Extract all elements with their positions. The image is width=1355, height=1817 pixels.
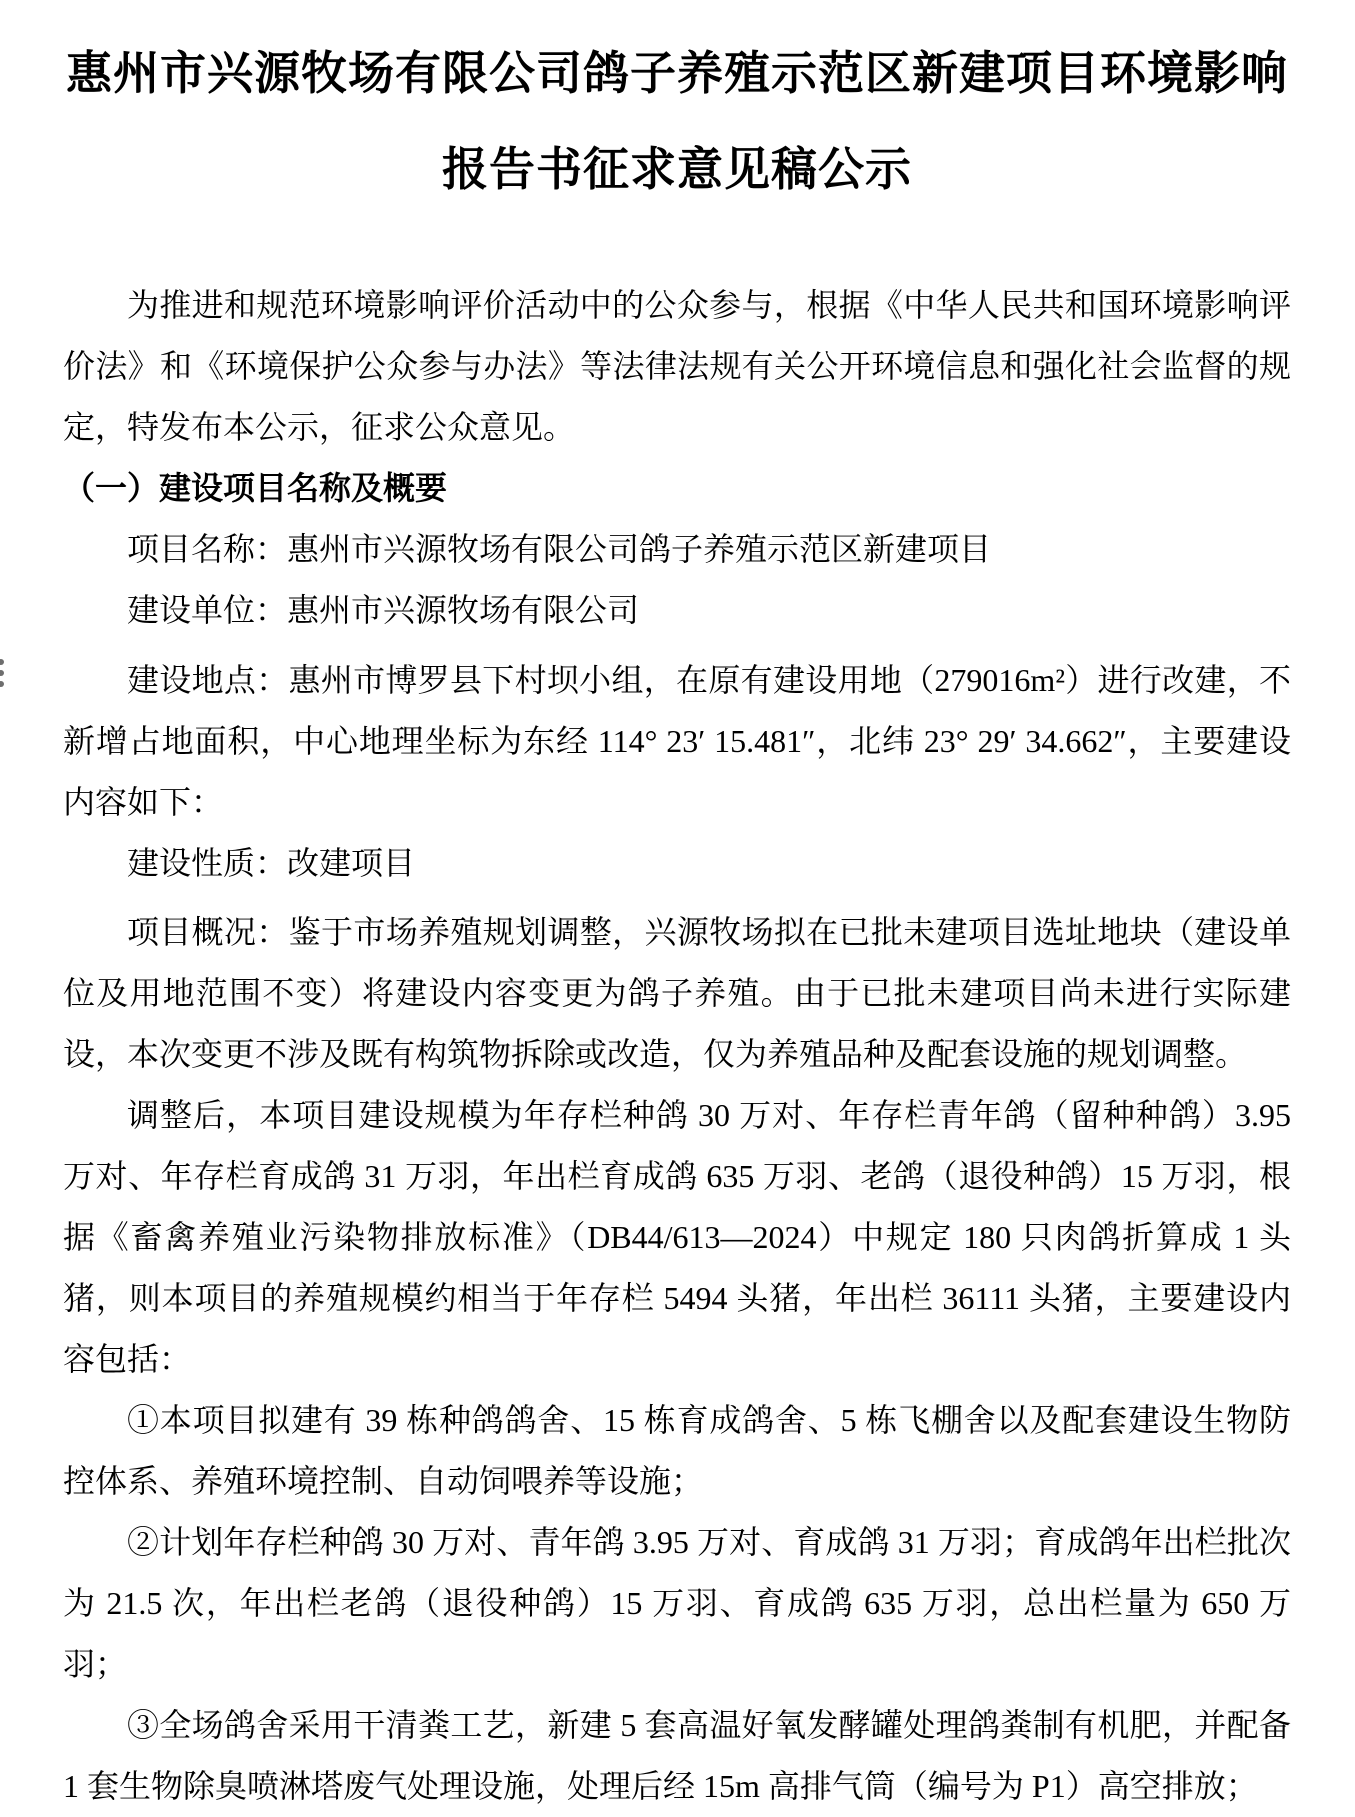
document-title — [63, 25, 1291, 217]
paragraph-construction-nature: 建设性质：改建项目 — [127, 845, 416, 881]
paragraph-project-name: 项目名称：惠州市兴源牧场有限公司鸽子养殖示范区新建项目 — [127, 531, 992, 567]
intro-paragraph: 为推进和规范环境影响评价活动中的公众参与，根据《中华人民共和国环境影响评价法》和《环境保护公众参与办法》等法律法规有关公开环境信息和强化社会监督的规定，特发布本公示，征求公众意见。 — [63, 287, 1291, 445]
document-title-line-2: 报告书征求意见稿公示 — [442, 143, 912, 195]
handle-dot-icon — [0, 670, 4, 676]
paragraph-item-3: ③全场鸽舍采用干清粪工艺，新建 5 套高温好氧发酵罐处理鸽粪制有机肥，并配备 1 套生物除臭喷淋塔废气处理设施，处理后经 15m 高排气筒（编号为 P1）高空排放； — [63, 1707, 1291, 1804]
paragraph-project-scale: 调整后，本项目建设规模为年存栏种鸽 30 万对、年存栏青年鸽（留种种鸽）3.95 万对、年存栏育成鸽 31 万羽，年出栏育成鸽 635 万羽、老鸽（退役种鸽）15 万羽，根据《畜禽养殖业污染物排放标准》（DB44/613—2024）中规定 180 只肉鸽折算成 1 头猪，则本项目的养殖规模约相当于年存栏 5494 头猪，年出栏 36111 头猪，主要建设内容包括： — [63, 1097, 1291, 1377]
section-1-heading: （一）建设项目名称及概要 — [63, 470, 448, 506]
handle-dot-icon — [0, 659, 4, 665]
paragraph-project-overview: 项目概况：鉴于市场养殖规划调整，兴源牧场拟在已批未建项目选址地块（建设单位及用地范围不变）将建设内容变更为鸽子养殖。由于已批未建项目尚未进行实际建设，本次变更不涉及既有构筑物拆除或改造，仅为养殖品种及配套设施的规划调整。 — [63, 914, 1291, 1072]
paragraph-item-1: ①本项目拟建有 39 栋种鸽鸽舍、15 栋育成鸽舍、5 栋飞棚舍以及配套建设生物防控体系、养殖环境控制、自动饲喂养等设施； — [63, 1402, 1291, 1499]
margin-drag-handle-dots-icon[interactable] — [0, 659, 6, 692]
paragraph-construction-unit: 建设单位：惠州市兴源牧场有限公司 — [127, 592, 640, 628]
handle-dot-icon — [0, 681, 4, 687]
document-title-line-1: 惠州市兴源牧场有限公司鸽子养殖示范区新建项目环境影响 — [66, 47, 1288, 99]
paragraph-construction-location: 建设地点：惠州市博罗县下村坝小组，在原有建设用地（279016m²）进行改建，不新增占地面积，中心地理坐标为东经 114° 23′ 15.481″，北纬 23° 29′ 34.662″，主要建设内容如下： — [63, 662, 1291, 820]
paragraph-item-2: ②计划年存栏种鸽 30 万对、青年鸽 3.95 万对、育成鸽 31 万羽；育成鸽年出栏批次为 21.5 次，年出栏老鸽（退役种鸽）15 万羽、育成鸽 635 万羽，总出栏量为 650 万羽； — [63, 1524, 1291, 1682]
